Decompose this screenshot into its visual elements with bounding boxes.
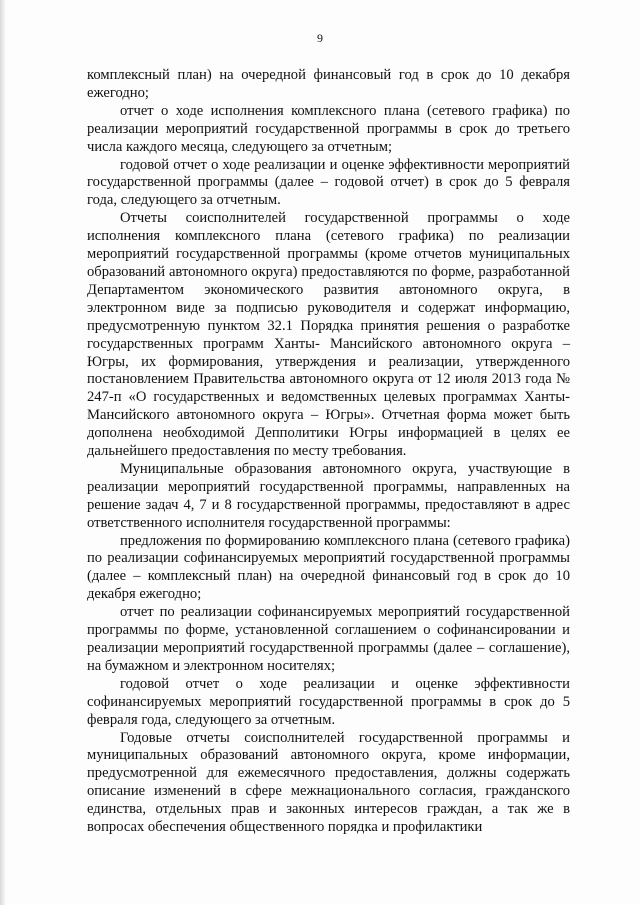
paragraph-continuation: комплексный план) на очередной финансовый год в срок до 10 декабря ежегодно; [87, 67, 570, 101]
paragraph-monthly-report: отчет о ходе исполнения комплексного плана (сетевого графика) по реализации мероприятий государственной программы в срок до третьего числа каждого месяца, следующего за отчетным; [87, 102, 570, 155]
paragraph-annual-content: Годовые отчеты соисполнителей государственной программы и муниципальных образований автономного округа, кроме информации, предусмотренной для ежемесячного предоставления, должны содержать описание изменений в сфере межнационального согласия, гражданского единства, отдельных прав и законных интересов граждан, а так же в вопросах обеспечения общественного порядка и профилактики [87, 729, 570, 836]
paragraph-cofinanced-report: отчет по реализации софинансируемых мероприятий государственной программы по форме, установленной соглашением о софинансировании и реализации мероприятий государственной программы (далее – соглашение), на бумажном и электронном носителях; [87, 604, 570, 674]
paragraph-annual-cofinanced: годовой отчет о ходе реализации и оценке эффективности софинансируемых мероприятий государственной программы в срок до 5 февраля года, следующего за отчетным. [87, 675, 570, 728]
scan-edge-shadow [0, 0, 6, 905]
paragraph-coexecutors-reports: Отчеты соисполнителей государственной программы о ходе исполнения комплексного плана (сетевого графика) по реализации мероприятий государственной программы (кроме отчетов муниципальных образований автономного округа) предоставляются по форме, разработанной Департаментом экономического развития автономного округа, в электронном виде за подписью руководителя и содержат информацию, предусмотренную пунктом 32.1 Порядка принятия решения о разработке государственных программ Ханты- Мансийского автономного округа – Югры, их формирования, утверждения и реализации, утвержденного постановлением Правительства автономного округа от 12 июля 2013 года № 247-п «О государственных и ведомственных целевых программах Ханты-Мансийского автономного округа – Югры». Отчетная форма может быть дополнена необходимой Депполитики Югры информацией в целях ее дальнейшего предоставления по месту требования. [87, 210, 570, 460]
page-number: 9 [317, 31, 323, 45]
body-text [87, 67, 570, 837]
paragraph-municipalities: Муниципальные образования автономного округа, участвующие в реализации мероприятий государственной программы, направленных на решение задач 4, 7 и 8 государственной программы, предоставляют в адрес ответственного исполнителя государственной программы: [87, 460, 570, 531]
paragraph-annual-report: годовой отчет о ходе реализации и оценке эффективности мероприятий государственной программы (далее – годовой отчет) в срок до 5 февраля года, следующего за отчетным. [87, 156, 570, 209]
paragraph-proposals: предложения по формированию комплексного плана (сетевого графика) по реализации софинансируемых мероприятий государственной программы (далее – комплексный план) на очередной финансовый год в срок до 10 декабря ежегодно; [87, 532, 570, 603]
